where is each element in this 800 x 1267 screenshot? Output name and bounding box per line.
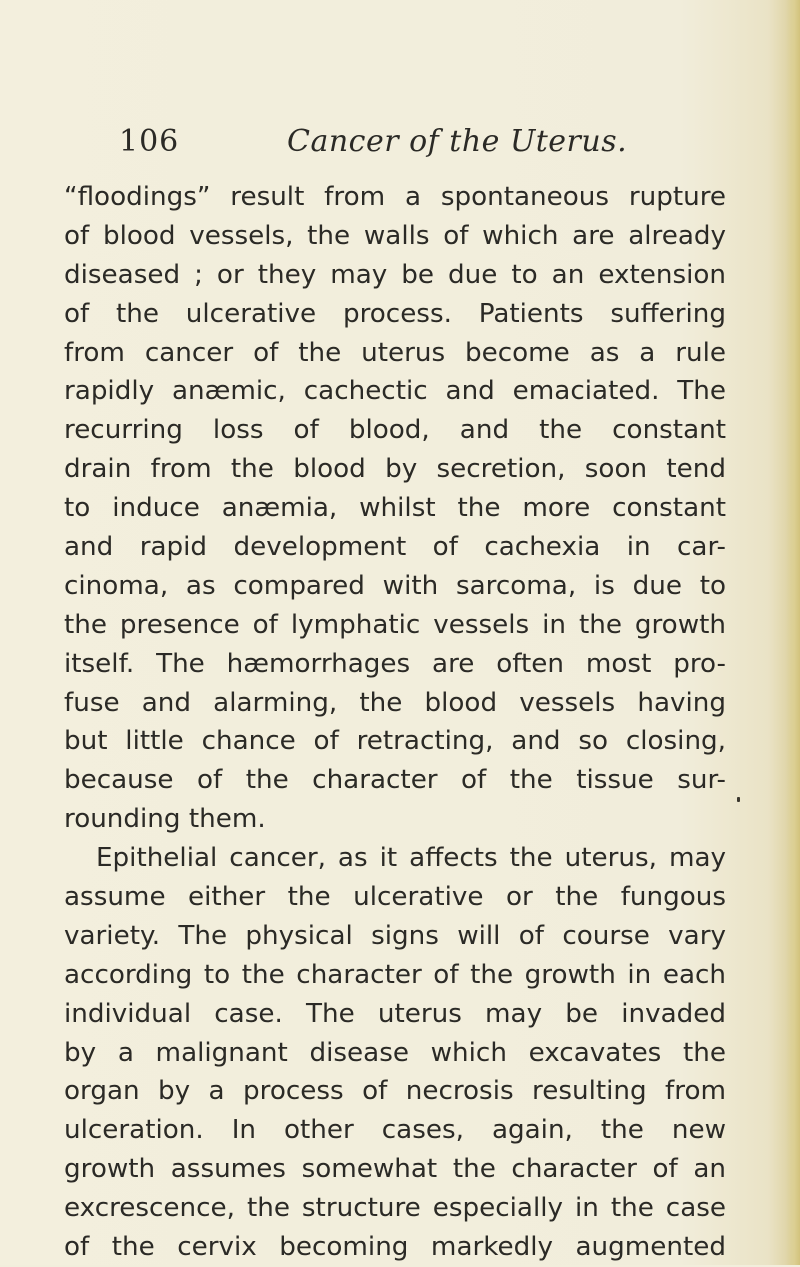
text-line: because of the character of the tissue sur- <box>64 765 726 796</box>
text-line: assume either the ulcerative or the fungous <box>64 882 726 913</box>
text-line: and rapid development of cachexia in car- <box>64 532 726 563</box>
text-line: of the cervix becoming markedly augmented <box>64 1232 726 1263</box>
text-line: growth assumes somewhat the character of an <box>64 1154 726 1185</box>
text-line: ulceration. In other cases, again, the new <box>64 1115 726 1146</box>
body-text <box>64 178 726 1267</box>
page-number: 106 <box>119 124 180 159</box>
running-title: Cancer of the Uterus. <box>287 124 628 159</box>
text-line: by a malignant disease which excavates the <box>64 1037 726 1068</box>
text-line: from cancer of the uterus become as a rule <box>64 337 726 368</box>
text-line: excrescence, the structure especially in the case <box>64 1193 726 1224</box>
page-edge-shading <box>786 0 800 1265</box>
text-line: variety. The physical signs will of course vary <box>64 920 726 951</box>
text-line: recurring loss of blood, and the constant <box>64 415 726 446</box>
paragraph-start-line: Epithelial cancer, as it affects the uterus, may <box>96 843 726 874</box>
text-line: the presence of lymphatic vessels in the growth <box>64 609 726 640</box>
text-line: cinoma, as compared with sarcoma, is due to <box>64 570 726 601</box>
text-line: organ by a process of necrosis resulting from <box>64 1076 726 1107</box>
text-line: “floodings” result from a spontaneous rupture <box>64 182 726 212</box>
text-line: but little chance of retracting, and so closing, <box>64 726 726 757</box>
text-line: rapidly anæmic, cachectic and emaciated. The <box>64 376 726 407</box>
text-line: of blood vessels, the walls of which are already <box>64 220 726 251</box>
text-line: fuse and alarming, the blood vessels having <box>64 687 726 718</box>
text-line: itself. The hæmorrhages are often most pro- <box>64 648 726 679</box>
text-line: according to the character of the growth in each <box>64 959 726 990</box>
text-line: of the ulcerative process. Patients suffering <box>64 298 726 329</box>
ink-speck <box>737 797 740 802</box>
text-line: individual case. The uterus may be invaded <box>64 998 726 1029</box>
text-line: to induce anæmia, whilst the more constant <box>64 493 726 524</box>
running-head <box>0 124 800 164</box>
text-line: drain from the blood by secretion, soon tend <box>64 454 726 485</box>
text-line: diseased ; or they may be due to an extension <box>64 259 726 290</box>
paragraph-end-line: rounding them. <box>64 804 266 835</box>
